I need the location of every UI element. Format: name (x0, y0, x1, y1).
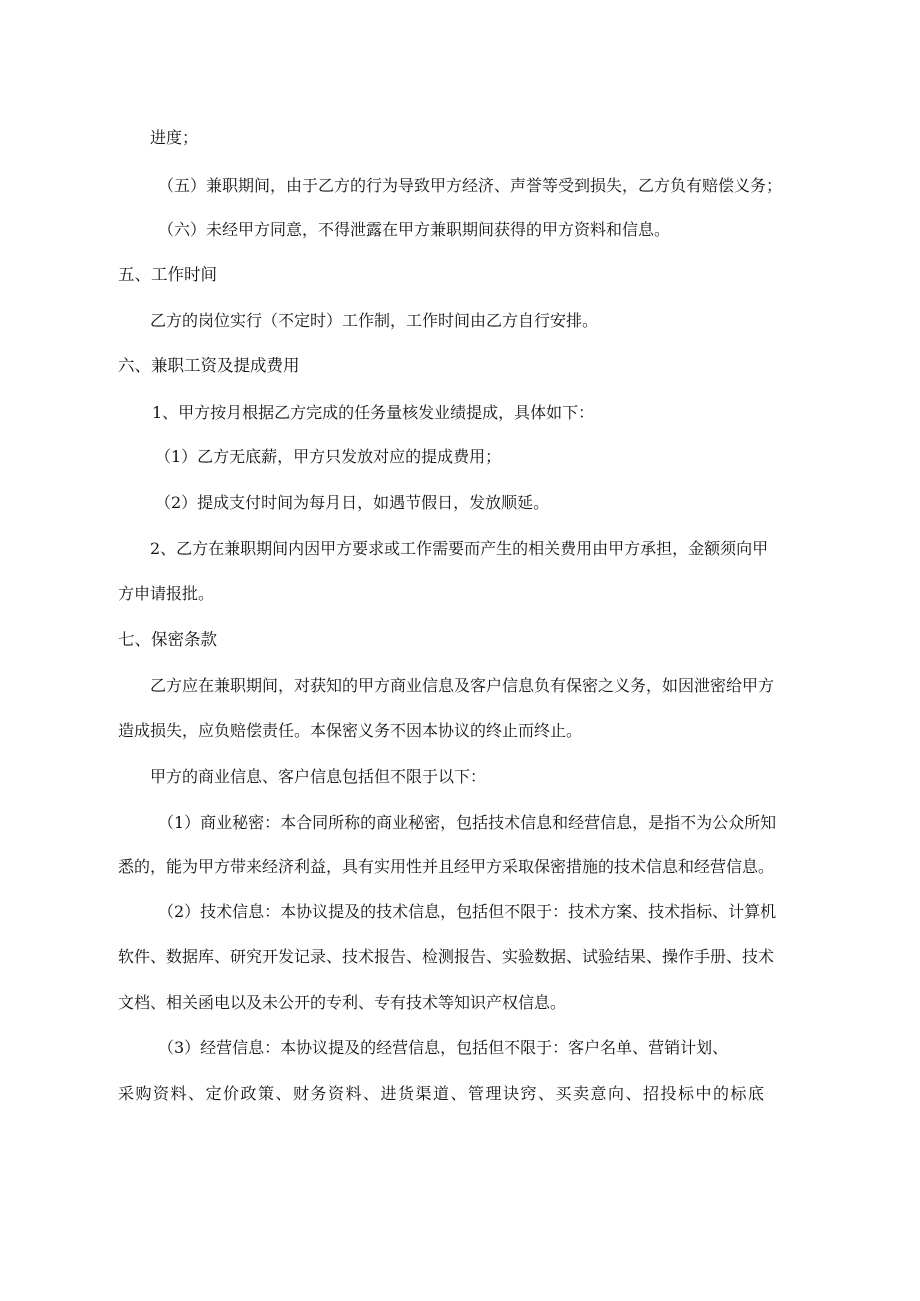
text-line: 文档、相关函电以及未公开的专利、专有技术等知识产权信息。 (118, 993, 567, 1012)
list-item: （2）提成支付时间为每月日，如遇节假日，发放顺延。 (155, 493, 550, 512)
text-line: 进度； (150, 128, 199, 147)
section-heading-work-time: 五、工作时间 (118, 265, 217, 284)
list-item: （1）商业秘密：本合同所称的商业秘密，包括技术信息和经营信息，是指不为公众所知 (158, 813, 777, 832)
list-item: 1、甲方按月根据乙方完成的任务量核发业绩提成，具体如下： (152, 403, 595, 422)
text-line: 造成损失，应负赔偿责任。本保密义务不因本协议的终止而终止。 (118, 721, 583, 740)
list-item: （1）乙方无底薪，甲方只发放对应的提成费用； (155, 447, 502, 466)
list-item: 2、乙方在兼职期间内因甲方要求或工作需要而产生的相关费用由甲方承担，金额须向甲 (150, 539, 769, 558)
paragraph: 乙方应在兼职期间，对获知的甲方商业信息及客户信息负有保密之义务，如因泄密给甲方 (150, 676, 775, 695)
text-line: 软件、数据库、研究开发记录、技术报告、检测报告、实验数据、试验结果、操作手册、技术 (118, 947, 775, 966)
text-line: 方申请报批。 (118, 584, 215, 603)
list-item: （2）技术信息：本协议提及的技术信息，包括但不限于：技术方案、技术指标、计算机 (158, 902, 777, 921)
text-line: 采购资料、定价政策、财务资料、进货渠道、管理诀窍、买卖意向、招投标中的标底 (118, 1084, 766, 1103)
paragraph: 甲方的商业信息、客户信息包括但不限于以下： (150, 767, 487, 786)
clause-5: （五）兼职期间，由于乙方的行为导致甲方经济、声誉等受到损失，乙方负有赔偿义务； (158, 176, 783, 195)
clause-6: （六）未经甲方同意，不得泄露在甲方兼职期间获得的甲方资料和信息。 (158, 220, 671, 239)
section-heading-confidentiality: 七、保密条款 (118, 630, 217, 649)
text-line: 悉的，能为甲方带来经济利益，具有实用性并且经甲方采取保密措施的技术信息和经营信息。 (118, 857, 775, 876)
section-heading-salary: 六、兼职工资及提成费用 (118, 356, 300, 375)
paragraph: 乙方的岗位实行（不定时）工作制，工作时间由乙方自行安排。 (150, 311, 599, 330)
list-item: （3）经营信息：本协议提及的经营信息，包括但不限于：客户名单、营销计划、 (158, 1038, 729, 1057)
